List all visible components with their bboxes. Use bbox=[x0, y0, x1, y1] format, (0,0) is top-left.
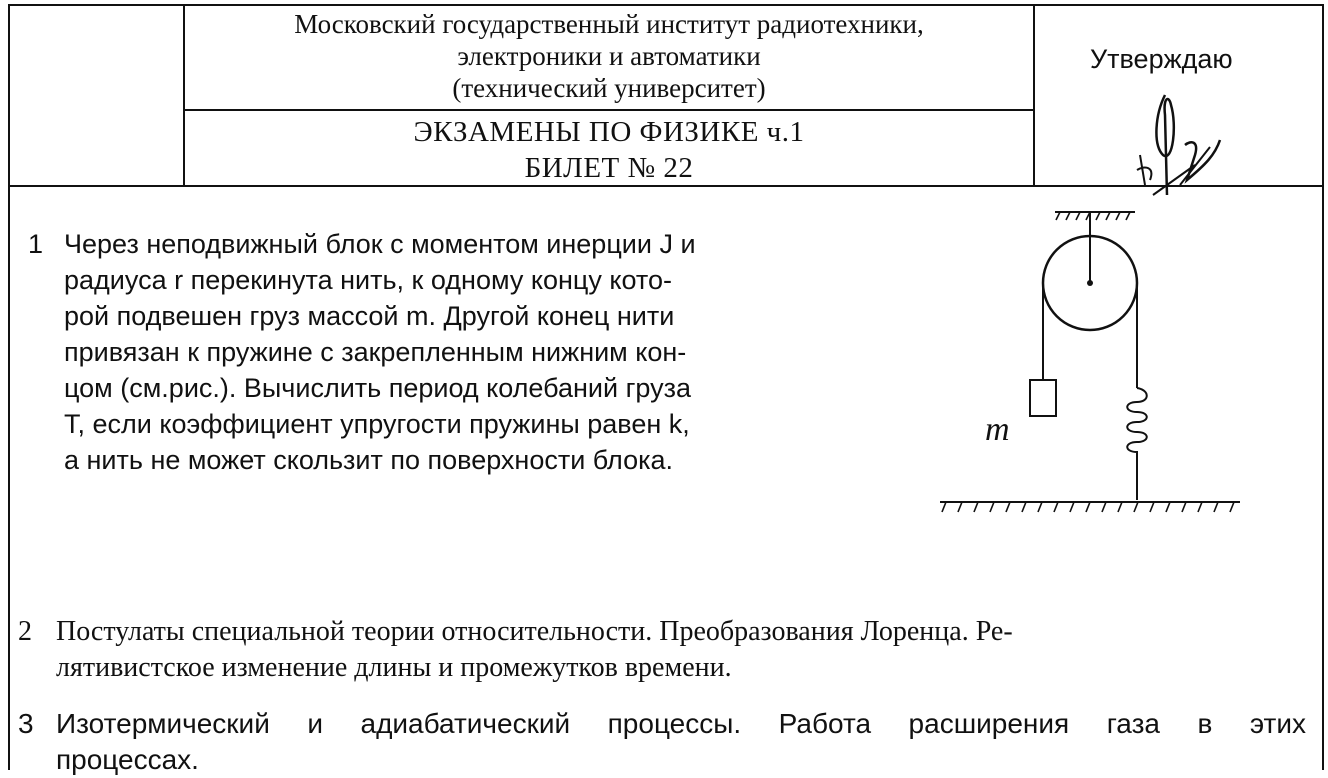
floor-hatch bbox=[942, 502, 1234, 512]
approve-label: Утверждаю bbox=[1090, 44, 1233, 74]
question-2-line: лятивистское изменение длины и промежутков времени. bbox=[56, 652, 732, 683]
pulley-axle bbox=[1087, 280, 1093, 286]
question-3-line: Изотермический и адиабатический процессы. Работа расширения газа в этих bbox=[56, 708, 1306, 739]
mass-label: m bbox=[985, 411, 1010, 448]
institution-line-2: электроники и автоматики bbox=[457, 41, 761, 71]
exam-title-block bbox=[185, 114, 1033, 186]
question-2-line: Постулаты специальной теории относительности. Преобразования Лоренца. Ре- bbox=[56, 616, 1013, 647]
question-1-line: T, если коэффициент упругости пружины равен k, bbox=[64, 409, 690, 439]
question-3 bbox=[18, 706, 1318, 774]
question-1-line: а нить не может скользит по поверхности блока. bbox=[64, 445, 674, 475]
ticket-number: БИЛЕТ № 22 bbox=[524, 152, 694, 184]
institution-line-1: Московский государственный институт радиотехники, bbox=[294, 9, 924, 39]
question-1-number: 1 bbox=[28, 229, 44, 259]
question-1-line: рой подвешен груз массой m. Другой конец нити bbox=[64, 301, 675, 331]
pulley-spring-figure bbox=[930, 190, 1250, 520]
spring bbox=[1127, 388, 1147, 500]
question-1-line: Через неподвижный блок с моментом инерции J и bbox=[64, 229, 696, 259]
ceiling-hatch bbox=[1056, 212, 1130, 220]
question-2-text bbox=[56, 614, 1013, 686]
question-1-line: привязан к пружине с закрепленным нижним кон- bbox=[64, 337, 687, 367]
question-3-number: 3 bbox=[18, 708, 34, 739]
question-1-line: цом (см.рис.). Вычислить период колебаний груза bbox=[64, 373, 692, 403]
institution-line-3: (технический университет) bbox=[452, 73, 766, 103]
exam-title: ЭКЗАМЕНЫ ПО ФИЗИКЕ ч.1 bbox=[413, 116, 805, 148]
question-3-text bbox=[56, 706, 1306, 778]
question-1 bbox=[28, 226, 888, 486]
question-2 bbox=[18, 614, 1318, 688]
question-1-text bbox=[64, 226, 696, 478]
hanging-mass bbox=[1030, 380, 1056, 416]
question-3-line: процессах. bbox=[56, 744, 199, 775]
header-divider-middle bbox=[183, 109, 1035, 111]
question-1-line: радиуса r перекинута нить, к одному концу кото- bbox=[64, 265, 672, 295]
header-divider-right bbox=[1033, 4, 1035, 187]
institution-block bbox=[185, 8, 1033, 104]
question-2-number: 2 bbox=[18, 616, 32, 647]
